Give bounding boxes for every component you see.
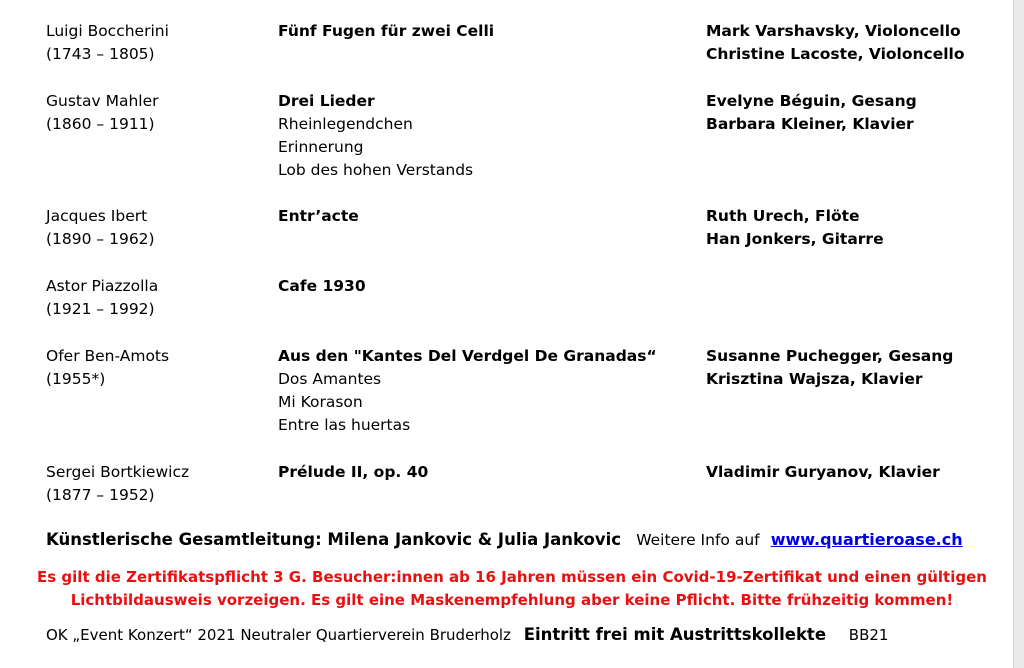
notice-line: Es gilt die Zertifikatspflicht 3 G. Besucher:innen ab 16 Jahren müssen ein Covid-19-Zertifikat und einen gültigen [37, 568, 987, 586]
work-movement: Lob des hohen Verstands [278, 161, 474, 179]
work-movement: Erinnerung [278, 138, 364, 156]
composer-cell [46, 345, 266, 391]
work-movement: Dos Amantes [278, 370, 382, 388]
work-movement: Rheinlegendchen [278, 115, 413, 133]
work-cell [278, 345, 698, 437]
work-movement: Mi Korason [278, 393, 363, 411]
performer: Christine Lacoste, Violoncello [706, 45, 965, 63]
composer-dates: (1955*) [46, 370, 106, 388]
page-edge [1013, 0, 1024, 668]
composer-name: Luigi Boccherini [46, 22, 169, 40]
composer-name: Ofer Ben-Amots [46, 347, 170, 365]
document-code: BB21 [848, 626, 889, 644]
performers-cell [706, 205, 996, 251]
composer-dates: (1877 – 1952) [46, 486, 155, 504]
composer-dates: (1890 – 1962) [46, 230, 155, 248]
composer-name: Jacques Ibert [46, 207, 148, 225]
covid-notice [30, 566, 994, 612]
composer-cell [46, 20, 266, 66]
performers-cell [706, 90, 996, 136]
work-title: Cafe 1930 [278, 277, 366, 295]
work-title: Entr’acte [278, 207, 359, 225]
work-cell [278, 275, 698, 298]
performer: Barbara Kleiner, Klavier [706, 115, 914, 133]
work-cell [278, 205, 698, 228]
info-label: Weitere Info auf [636, 531, 760, 549]
composer-name: Astor Piazzolla [46, 277, 159, 295]
performers-cell [706, 20, 996, 66]
performers-cell [706, 345, 996, 391]
composer-dates: (1921 – 1992) [46, 300, 155, 318]
work-title: Aus den "Kantes Del Verdgel De Granadas“ [278, 347, 657, 365]
website-link[interactable]: www.quartieroase.ch [770, 530, 963, 549]
composer-dates: (1860 – 1911) [46, 115, 155, 133]
work-title: Fünf Fugen für zwei Celli [278, 22, 495, 40]
artistic-direction-line [46, 530, 986, 549]
notice-line: Lichtbildausweis vorzeigen. Es gilt eine Maskenempfehlung aber keine Pflicht. Bitte frühzeitig kommen! [70, 591, 954, 609]
performer: Susanne Puchegger, Gesang [706, 347, 954, 365]
work-title: Prélude II, op. 40 [278, 463, 429, 481]
work-movement: Entre las huertas [278, 416, 411, 434]
performers-cell [706, 461, 996, 484]
performer: Vladimir Guryanov, Klavier [706, 463, 940, 481]
entry-info: Eintritt frei mit Austrittskollekte [523, 625, 827, 644]
composer-dates: (1743 – 1805) [46, 45, 155, 63]
performer: Mark Varshavsky, Violoncello [706, 22, 961, 40]
work-cell [278, 461, 698, 484]
performer: Evelyne Béguin, Gesang [706, 92, 917, 110]
performer: Han Jonkers, Gitarre [706, 230, 884, 248]
composer-cell [46, 205, 266, 251]
work-cell [278, 90, 698, 182]
work-cell [278, 20, 698, 43]
performer: Ruth Urech, Flöte [706, 207, 860, 225]
organizer: OK „Event Konzert“ 2021 Neutraler Quartierverein Bruderholz [46, 626, 511, 644]
composer-cell [46, 275, 266, 321]
composer-name: Gustav Mahler [46, 92, 159, 110]
performer: Krisztina Wajsza, Klavier [706, 370, 923, 388]
work-title: Drei Lieder [278, 92, 375, 110]
organizer-line [46, 625, 986, 644]
composer-name: Sergei Bortkiewicz [46, 463, 190, 481]
artistic-direction: Künstlerische Gesamtleitung: Milena Jankovic & Julia Jankovic [46, 530, 622, 549]
composer-cell [46, 90, 266, 136]
composer-cell [46, 461, 266, 507]
